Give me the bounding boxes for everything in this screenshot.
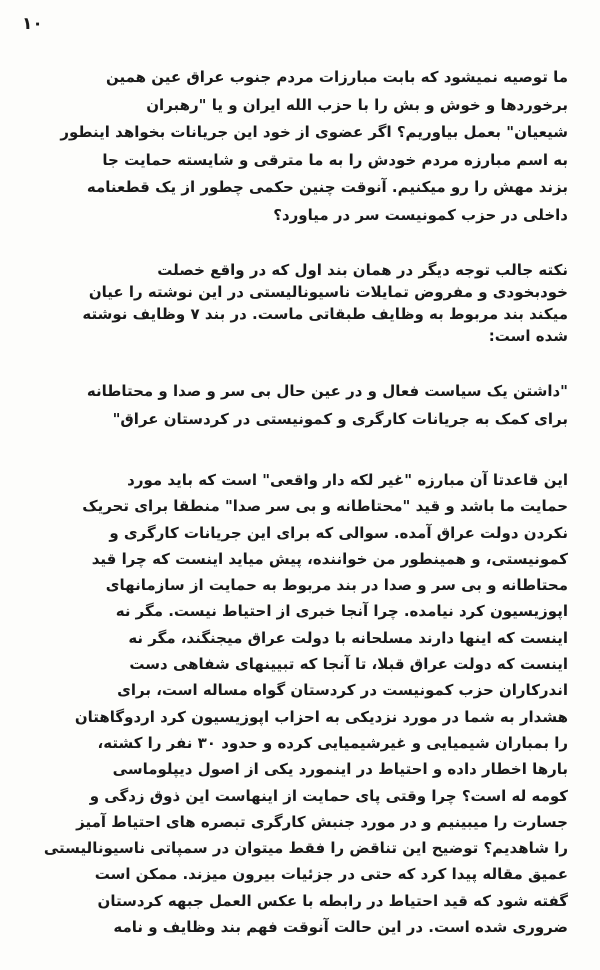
text-line: اینست که دولت عراق قبلا، تا آنجا که تبیینهای شفاهی دست <box>129 655 568 674</box>
text-line: برای کمک به جریانات کارگری و کمونیستی در کردستان عراق" <box>112 410 568 428</box>
text-line: این قاعدتا آن مبارزه "غیر لکه دار واقعی" است که باید مورد <box>127 471 568 489</box>
text-line: شده است: <box>488 327 568 345</box>
page-number: ۱۰ <box>22 14 43 34</box>
document-body <box>14 64 568 970</box>
text-line: بزند مهش را رو میکنیم. آنوقت چنین حکمی چطور از یک قطعنامه <box>86 178 568 196</box>
text-line: ما توصیه نمیشود که بابت مبارزات مردم جنوب عراق عین همین <box>106 68 568 86</box>
text-line: نکته جالب توجه دیگر در همان بند اول که در واقع خصلت <box>157 261 568 279</box>
text-line: میکند بند مربوط به وظایف طبقاتی ماست. در بند ۷ وظایف نوشته <box>82 305 568 323</box>
text-line: کومه له است؟ چرا وقتی پای حمایت از اینهاست این ذوق زدگی و <box>89 786 568 805</box>
paragraph <box>14 259 568 347</box>
text-line: ضروری شده است. در این حالت آنوقت فهم بند وظایف و نامه <box>113 918 568 937</box>
text-line: اپوزیسیون کرد نیامده. چرا آنجا خبری از احتیاط نیست. مگر نه <box>115 602 568 621</box>
text-line: شیعیان" بعمل بیاوریم؟ اگر عضوی از خود این جریانات بخواهد اینطور <box>60 123 568 141</box>
text-line: به اسم مبارزه مردم خودش را به ما مترقی و شایسته حمایت جا <box>102 150 568 169</box>
text-line: خودبخودی و مفروض تمایلات ناسیونالیستی در این نوشته را عیان <box>88 283 568 301</box>
text-line: نکردن دولت عراق آمده. سوالی که برای این جریانات کارگری و <box>109 523 568 542</box>
text-line: کمونیستی، و همینطور من خواننده، پیش میاید اینست که چرا قید <box>91 549 568 568</box>
text-line: حمایت ما باشد و قید "محتاطانه و بی سر صدا" منطقا برای تحریک <box>82 497 568 516</box>
paragraph <box>14 64 568 229</box>
text-line: را شاهدیم؟ توضیح این تناقض را فقط میتوان در سمپاتی ناسیونالیستی <box>43 839 568 858</box>
text-line: بارها اخطار داده و احتیاط در اینمورد یکی از اصول دیپلوماسی <box>112 760 568 779</box>
block-quote <box>14 377 568 433</box>
text-line: "داشتن یک سیاست فعال و در عین حال بی سر و صدا و محتاطانه <box>86 382 568 400</box>
text-line: هشدار به شما در مورد نزدیکی به احزاب اپوزیسیون کرد اردوگاهتان <box>74 707 568 726</box>
text-line: برخوردها و خوش و بش را با حزب الله ایران و یا "رهبران <box>146 95 568 114</box>
text-line: عمیق مقاله پیدا کرد که حتی در جزئیات بیرون میزند. ممکن است <box>94 865 568 884</box>
text-line: گفته شود که قید احتیاط در رابطه با عکس العمل جبهه کردستان <box>97 891 568 910</box>
text-line: را بمباران شیمیایی و غیرشیمیایی کرده و حدود ۳۰ نفر را کشته، <box>97 733 568 752</box>
text-line: اندرکاران حزب کمونیست در کردستان گواه مساله است، برای <box>117 681 568 700</box>
text-line: داخلی در حزب کمونیست سر در میاورد؟ <box>273 205 568 224</box>
text-line: جسارت را میبینیم و در مورد جنبش کارگری تبصره های احتیاط آمیز <box>76 812 568 831</box>
text-line: اینست که اینها دارند مسلحانه با دولت عراق میجنگند، مگر نه <box>128 628 568 647</box>
paragraph <box>14 467 568 940</box>
text-line: محتاطانه و بی سر و صدا در بند مربوط به حمایت از سازمانهای <box>105 576 568 595</box>
